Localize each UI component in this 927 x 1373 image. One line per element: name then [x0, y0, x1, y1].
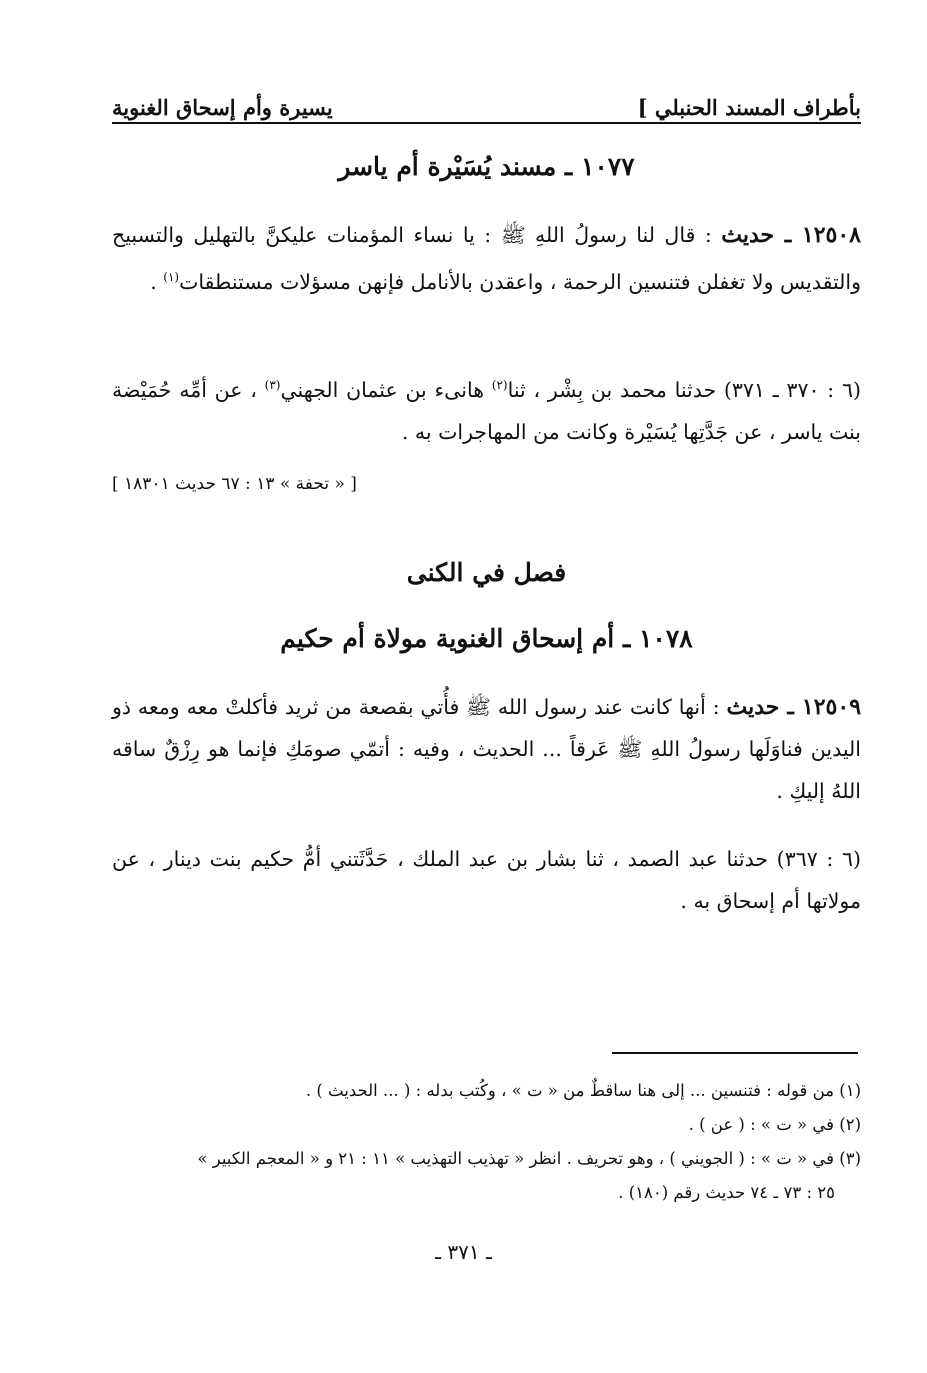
footnote-mark-1[interactable]: (١)	[163, 270, 180, 284]
isnad-12508-part1: (٦ : ٣٧٠ ـ ٣٧١) حدثنا محمد بن بِشْر ، ثنا	[507, 377, 861, 402]
running-header-left: يسيرة وأم إسحاق الغنوية	[112, 95, 333, 120]
tuhfa-reference-12508: [ « تحفة » ١٣ : ٦٧ حديث ١٨٣٠١ ]	[112, 474, 357, 494]
isnad-12509: (٦ : ٣٦٧) حدثنا عبد الصمد ، ثنا بشار بن عبد الملك ، حَدَّثَتني أمُّ حكيم بنت دينار ، عن مولاتها أم إسحاق به .	[112, 847, 861, 913]
running-header	[112, 84, 861, 120]
footnote-separator	[612, 1052, 858, 1054]
footnotes	[112, 1074, 861, 1210]
isnad-12508	[112, 364, 861, 453]
footnote-mark-2[interactable]: (٢)	[491, 378, 508, 392]
footnote-3-text: (٣) في « ت » : ( الجويني ) ، وهو تحريف . انظر « تهذيب التهذيب » ١١ : ٢١ و « المعجم الكبير »	[197, 1149, 861, 1168]
footnote-1-text: (١) من قوله : فتنسين ... إلى هنا ساقطٌ من « ت » ، وكُتب بدله : ( ... الحديث ) .	[305, 1081, 861, 1100]
hadith-12509-text: : أنها كانت عند رسول الله ﷺ فأُتي بقصعة من ثريد فأكلتْ معه ومعه ذو اليدين فناوَلَها رسولُ اللهِ ﷺ عَرقاً ... الحديث ، وفيه : أتمّي صومَكِ فإنما هو رِزْقٌ ساقه اللهُ إليكِ .	[112, 695, 861, 803]
hadith-12509	[112, 686, 861, 812]
section-heading-1077: ١٠٧٧ ـ مسند يُسَيْرة أم ياسر	[338, 152, 635, 181]
header-rule	[112, 122, 861, 124]
footnote-1	[112, 1074, 861, 1108]
running-header-right: بأطراف المسند الحنبلي ]	[637, 95, 861, 120]
section-heading-fasl: فصل في الكنى	[406, 558, 567, 587]
footnote-2-text: (٢) في « ت » : ( عن ) .	[688, 1115, 861, 1134]
hadith-12508-text: : قال لنا رسولُ اللهِ ﷺ : يا نساء المؤمنات عليكنَّ بالتهليل والتسبيح والتقديس ولا تغفلن فتنسين الرحمة ، واعقدن بالأنامل فإنهن مسؤلات مستنطقات	[112, 223, 861, 294]
footnote-2	[112, 1108, 861, 1142]
hadith-12508-label: ١٢٥٠٨ ـ حديث	[721, 222, 861, 248]
isnad-12508-part2: هانىء بن عثمان الجهني	[280, 377, 492, 402]
page-number: ـ ٣٧١ ـ	[435, 1240, 492, 1264]
section-heading-1078: ١٠٧٨ ـ أم إسحاق الغنوية مولاة أم حكيم	[280, 624, 693, 653]
footnote-mark-3[interactable]: (٣)	[264, 378, 281, 392]
hadith-12508-end: .	[150, 269, 164, 294]
footnote-3-continuation: ٢٥ : ٧٣ ـ ٧٤ حديث رقم (١٨٠) .	[618, 1183, 835, 1202]
footnote-3	[112, 1142, 861, 1210]
isnad-12508-part3: ، عن أمِّه حُمَيْضة بنت ياسر ، عن جَدَّتِها يُسَيْرة وكانت من المهاجرات به .	[112, 377, 861, 444]
hadith-12508	[112, 214, 861, 303]
hadith-12509-label: ١٢٥٠٩ ـ حديث	[726, 694, 862, 720]
